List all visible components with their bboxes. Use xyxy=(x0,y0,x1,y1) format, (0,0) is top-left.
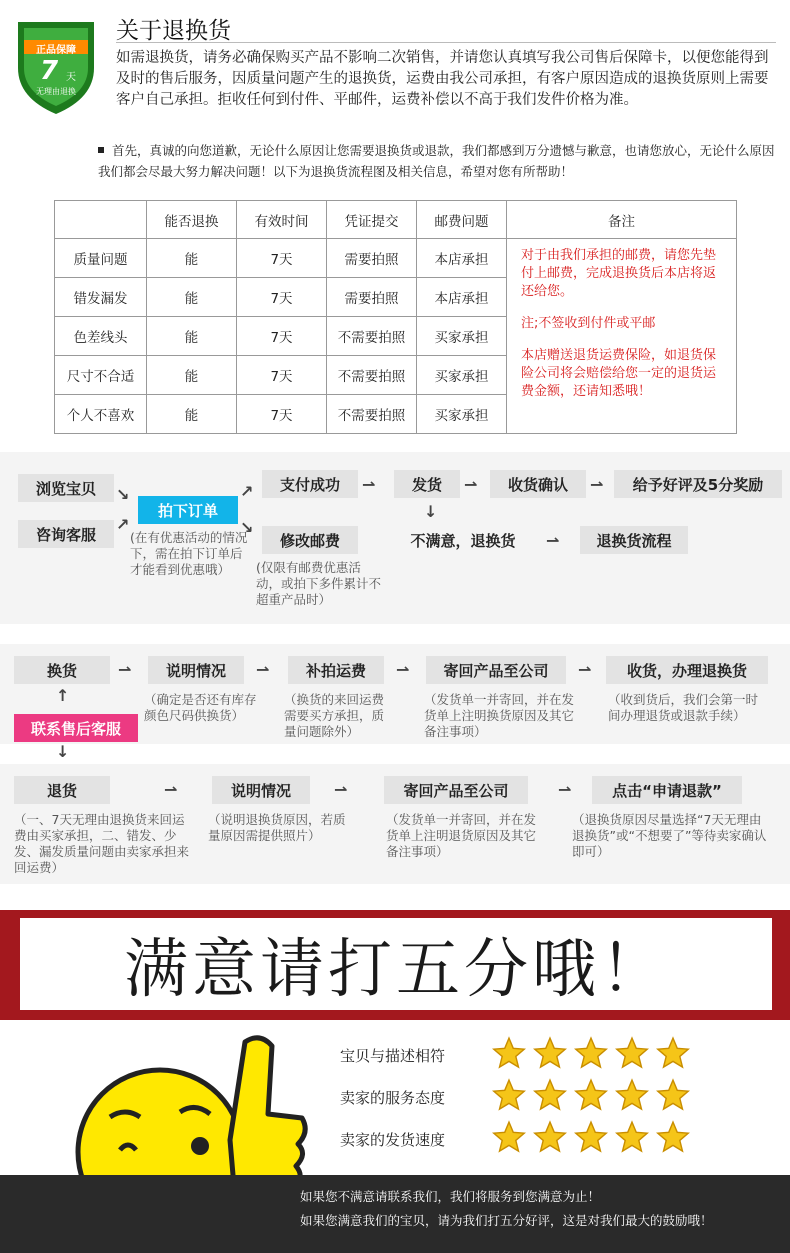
table-header-cell: 备注 xyxy=(507,201,737,239)
star-icon[interactable] xyxy=(615,1036,649,1070)
apply-refund-note: （退换货原因尽量选择“7天无理由退换货”或“不想要了”等待卖家确认即可） xyxy=(572,812,767,859)
confirm-step: 收货确认 xyxy=(490,470,586,498)
table-cell: 尺寸不合适 xyxy=(55,356,147,395)
ship-step: 发货 xyxy=(394,470,460,498)
table-cell: 需要拍照 xyxy=(327,239,417,278)
star-icon[interactable] xyxy=(574,1120,608,1154)
star-icon[interactable] xyxy=(533,1120,567,1154)
remark-text: 对于由我们承担的邮费，请您先垫付上邮费，完成退换货后本店将返还给您。 xyxy=(521,248,717,299)
exchange-send-back-step: 寄回产品至公司 xyxy=(426,656,566,684)
table-cell: 本店承担 xyxy=(417,278,507,317)
star-icon[interactable] xyxy=(656,1120,690,1154)
table-cell: 不需要拍照 xyxy=(327,317,417,356)
badge-top-text: 正品保障 xyxy=(36,45,76,56)
return-flow-step: 退换货流程 xyxy=(580,526,688,554)
guarantee-badge xyxy=(12,18,100,116)
table-cell: 能 xyxy=(147,239,237,278)
arrow-icon: ⇀ xyxy=(578,660,592,679)
table-cell: 7天 xyxy=(237,395,327,434)
exchange-explain-note: （确定是否还有库存颜色尺码供换货） xyxy=(144,692,257,723)
table-cell: 能 xyxy=(147,395,237,434)
bullet-icon xyxy=(98,147,104,153)
arrow-icon: ⇀ xyxy=(558,780,572,799)
apology-text: 首先，真诚的向您道歉，无论什么原因让您需要退换货或退款，我们都感到万分遗憾与歉意，也请您放心，无论什么原因我们都会尽最大努力解决问题！以下为退换货流程图及相关信息，希望对您有所帮助！ xyxy=(98,143,775,179)
arrow-icon: ⇀ xyxy=(396,660,410,679)
refund-send-back-note: （发货单一并寄回，并在发货单上注明退货原因及其它备注事项） xyxy=(386,812,537,859)
table-cell: 能 xyxy=(147,317,237,356)
arrow-icon: ↓ xyxy=(424,502,438,521)
arrow-icon: ⇀ xyxy=(590,475,604,494)
arrow-icon: ⇀ xyxy=(256,660,270,679)
banner-text: 满意请打五分哦！ xyxy=(20,918,772,1010)
exchange-explain-step: 说明情况 xyxy=(148,656,244,684)
remark-cell xyxy=(507,239,737,434)
order-note: (在有优惠活动的情况下，需在拍下订单后才能看到优惠哦） xyxy=(130,530,248,577)
star-rating-description[interactable] xyxy=(492,1036,697,1074)
exchange-send-back-note: （发货单一并寄回，并在发货单上注明换货原因及其它备注事项） xyxy=(424,692,575,739)
table-cell: 7天 xyxy=(237,239,327,278)
apology-note xyxy=(98,140,778,182)
star-icon[interactable] xyxy=(533,1078,567,1112)
arrow-icon: ↓ xyxy=(56,742,70,761)
arrow-icon: ↘ xyxy=(240,518,254,537)
title-divider xyxy=(116,42,776,43)
table-cell: 质量问题 xyxy=(55,239,147,278)
receive-step: 收货，办理退换货 xyxy=(606,656,768,684)
pay-shipping-note: （换货的来回运费需要买方承担，质量问题除外） xyxy=(284,692,385,739)
remark-text: 注;不签收到付件或平邮 xyxy=(521,316,656,331)
order-step: 拍下订单 xyxy=(138,496,238,524)
badge-number: 7 xyxy=(40,56,59,86)
star-icon[interactable] xyxy=(656,1078,690,1112)
table-header-row xyxy=(55,201,737,239)
review-step: 给予好评及5分奖励 xyxy=(614,470,782,498)
table-cell: 色差线头 xyxy=(55,317,147,356)
arrow-icon: ↑ xyxy=(56,686,70,705)
footer-line-2: 如果您满意我们的宝贝，请为我们打五分好评，这是对我们最大的鼓励哦！ xyxy=(300,1213,713,1228)
star-icon[interactable] xyxy=(533,1036,567,1070)
table-header-cell: 凭证提交 xyxy=(327,201,417,239)
return-policy-table xyxy=(54,200,737,434)
table-cell: 7天 xyxy=(237,356,327,395)
star-icon[interactable] xyxy=(492,1120,526,1154)
policy-paragraph: 如需退换货，请务必确保购买产品不影响二次销售，并请您认真填写我公司售后保障卡，以便您能得到及时的售后服务，因质量问题产生的退换货，运费由我公司承担，有客户原因造成的退换货原则上需要客户自己承担。拒收任何到付件、平邮件，运费补偿以不高于我们发件价格为准。 xyxy=(116,50,769,108)
refund-note: （一、7天无理由退换货来回运费由买家承担，二、错发、少发、漏发质量问题由卖家承担来回运费） xyxy=(14,812,190,875)
apply-refund-step: 点击“申请退款” xyxy=(592,776,742,804)
arrow-icon: ⇀ xyxy=(164,780,178,799)
rating-label: 卖家的发货速度 xyxy=(340,1131,446,1149)
table-header-cell: 能否退换 xyxy=(147,201,237,239)
table-header-cell: 邮费问题 xyxy=(417,201,507,239)
badge-day: 天 xyxy=(66,72,76,83)
arrow-icon: ⇀ xyxy=(464,475,478,494)
footer-line-1: 如果您不满意请联系我们，我们将服务到您满意为止！ xyxy=(300,1189,601,1204)
browse-step: 浏览宝贝 xyxy=(18,474,114,502)
modify-postage-step: 修改邮费 xyxy=(262,526,358,554)
table-cell: 不需要拍照 xyxy=(327,356,417,395)
table-cell: 不需要拍照 xyxy=(327,395,417,434)
unsatisfied-step: 不满意，退换货 xyxy=(396,526,530,554)
arrow-icon: ↗ xyxy=(116,515,130,534)
page-title: 关于退换货 xyxy=(116,18,231,44)
receive-note: （收到货后，我们会第一时间办理退货或退款手续） xyxy=(608,692,759,723)
table-cell: 7天 xyxy=(237,317,327,356)
star-rating-shipping[interactable] xyxy=(492,1120,697,1158)
table-cell: 个人不喜欢 xyxy=(55,395,147,434)
pay-shipping-step: 补拍运费 xyxy=(288,656,384,684)
table-row xyxy=(55,239,737,278)
table-cell: 买家承担 xyxy=(417,395,507,434)
arrow-icon: ⇀ xyxy=(362,475,376,494)
table-cell: 错发漏发 xyxy=(55,278,147,317)
table-cell: 需要拍照 xyxy=(327,278,417,317)
table-header-cell: 有效时间 xyxy=(237,201,327,239)
arrow-icon: ⇀ xyxy=(118,660,132,679)
table-cell: 7天 xyxy=(237,278,327,317)
consult-step: 咨询客服 xyxy=(18,520,114,548)
modify-note: (仅限有邮费优惠活动，或拍下多件累计不超重产品时） xyxy=(256,560,382,607)
contact-service-step: 联系售后客服 xyxy=(14,714,138,742)
star-icon[interactable] xyxy=(615,1078,649,1112)
table-cell: 买家承担 xyxy=(417,317,507,356)
refund-explain-note: （说明退换货原因，若质量原因需提供照片） xyxy=(208,812,346,843)
remark-text: 本店赠送退货运费保险，如退货保险公司将会赔偿给您一定的退货运费金额，还请知悉哦！ xyxy=(521,348,717,399)
table-cell: 能 xyxy=(147,356,237,395)
table-header-cell xyxy=(55,201,147,239)
star-icon[interactable] xyxy=(574,1036,608,1070)
table-cell: 能 xyxy=(147,278,237,317)
rating-label: 宝贝与描述相符 xyxy=(340,1047,446,1065)
arrow-icon: ⇀ xyxy=(334,780,348,799)
badge-bottom-text: 无理由退换 xyxy=(36,87,76,96)
star-icon[interactable] xyxy=(492,1078,526,1112)
refund-send-back-step: 寄回产品至公司 xyxy=(384,776,528,804)
arrow-icon: ⇀ xyxy=(546,531,560,550)
table-cell: 本店承担 xyxy=(417,239,507,278)
star-icon[interactable] xyxy=(656,1036,690,1070)
rating-label: 卖家的服务态度 xyxy=(340,1089,446,1107)
star-icon[interactable] xyxy=(615,1120,649,1154)
refund-step: 退货 xyxy=(14,776,110,804)
arrow-icon: ↗ xyxy=(240,482,254,501)
table-cell: 买家承担 xyxy=(417,356,507,395)
exchange-step: 换货 xyxy=(14,656,110,684)
star-icon[interactable] xyxy=(492,1036,526,1070)
pay-step: 支付成功 xyxy=(262,470,358,498)
star-rating-service[interactable] xyxy=(492,1078,697,1116)
star-icon[interactable] xyxy=(574,1078,608,1112)
arrow-icon: ↘ xyxy=(116,485,130,504)
refund-explain-step: 说明情况 xyxy=(212,776,310,804)
